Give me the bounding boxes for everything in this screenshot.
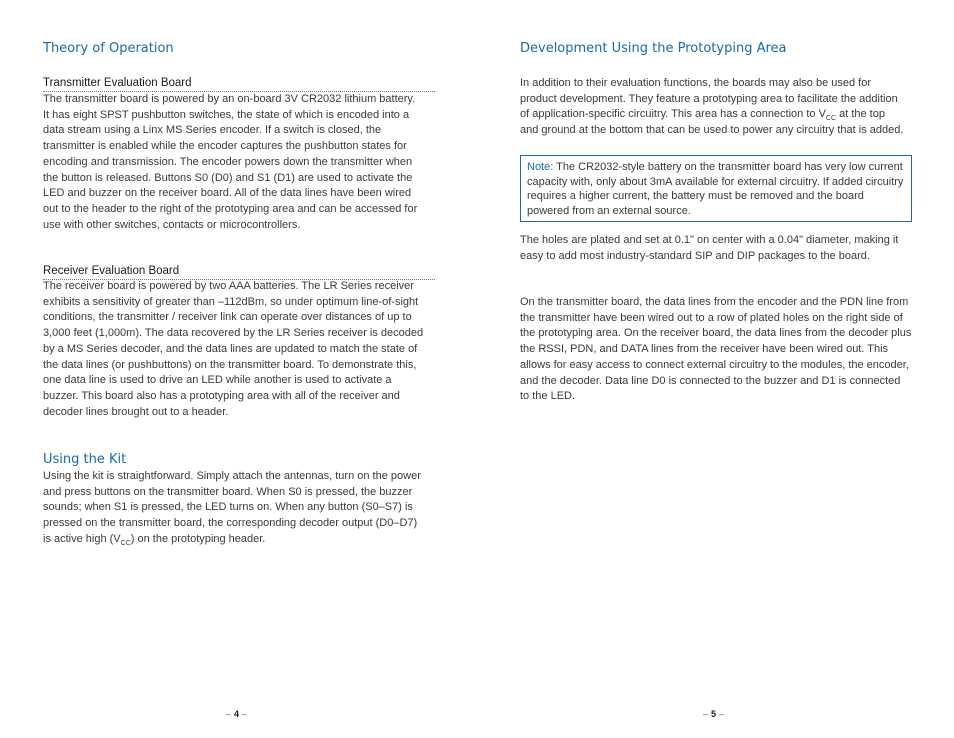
vcc-subscript: CC [825,115,837,123]
receiver-subhead: Receiver Evaluation Board [43,264,435,280]
page-dash: – [703,709,709,719]
page-number-left [226,709,247,719]
page-dash: – [226,709,232,719]
note-text: The CR2032-style battery on the transmitter board has very low current capacity with, only about 3mA available for external circuitry. If added circuitry requires a higher current, the battery must be removed and the board powered from an external source. [527,161,904,217]
transmitter-body: The transmitter board is powered by an on-board 3V CR2032 lithium battery. It has eight SPST pushbutton switches, the state of which is encoded into a data stream using a Linx MS Series encoder. If a switch is closed, the transmitter is enabled while the encoder captures the pushbutton states for encoding and transmission. The encoder powers down the transmitter when the button is released. Buttons S0 (D0) and S1 (D1) are used to activate the LED and buzzer on the receiver board. All of the data lines have been wired out to the header to the right of the prototyping area and can be accessed for use with other switches, contacts or microcontrollers. [43,93,418,231]
page-dash: – [242,709,248,719]
vcc-subscript: CC [120,540,131,547]
theory-heading: Theory of Operation [43,41,174,56]
transmitter-subhead: Transmitter Evaluation Board [43,76,435,92]
proto-heading: Development Using the Prototyping Area [520,41,787,56]
kit-body-text: Using the kit is straightforward. Simply attach the antennas, turn on the power and press buttons on the transmitter board. When S0 is pressed, the buzzer sounds; when S1 is pressed, the LED turns on. When any button (S0–S7) is pressed on the transmitter board, the corresponding decoder output (D0–D7) is active high (V [43,470,421,545]
page-number-right [703,709,724,719]
note-box [520,155,912,222]
proto-intro-text: In addition to their evaluation functions, the boards may also be used for product development. They feature a prototyping area to facilitate the addition of application-specific circuitry. This area has a connection to V [520,77,898,121]
data-lines-body: On the transmitter board, the data lines from the encoder and the PDN line from the transmitter have been wired out to a row of plated holes on the right side of the prototyping area. On the receiver board, the data lines from the decoder plus the RSSI, PDN, and DATA lines from the receiver have been wired out. This allows for easy access to connect external circuitry to the modules, the encoder, and the decoder. Data line D0 is connected to the buzzer and D1 is connected to the LED. [520,296,912,403]
proto-intro-text-end: at the top and ground at the bottom that can be used to power any circuitry that is added. [520,108,904,137]
page-number-value: 4 [234,709,240,719]
holes-body: The holes are plated and set at 0.1" on center with a 0.04" diameter, making it easy to add most industry-standard SIP and DIP packages to the board. [520,234,899,262]
note-label: Note: [527,161,554,173]
kit-heading: Using the Kit [43,452,127,467]
page-number-value: 5 [711,709,717,719]
receiver-body: The receiver board is powered by two AAA batteries. The LR Series receiver exhibits a sensitivity of greater than –112dBm, so under optimum line-of-sight conditions, the transmitter / receiver link can operate over distances of up to 3,000 feet (1,000m). The data recovered by the LR Series receiver is decoded by a MS Series decoder, and the data lines are updated to match the state of the data lines (or pushbuttons) on the transmitter board. To demonstrate this, one data line is used to drive an LED while another is used to activate a buzzer. This board also has a prototyping area with all of the receiver and decoder lines brought out to a header. [43,280,424,418]
proto-intro [520,76,904,139]
page-dash: – [719,709,725,719]
kit-body [43,469,425,548]
kit-body-text-end: ) on the prototyping header. [130,532,266,545]
